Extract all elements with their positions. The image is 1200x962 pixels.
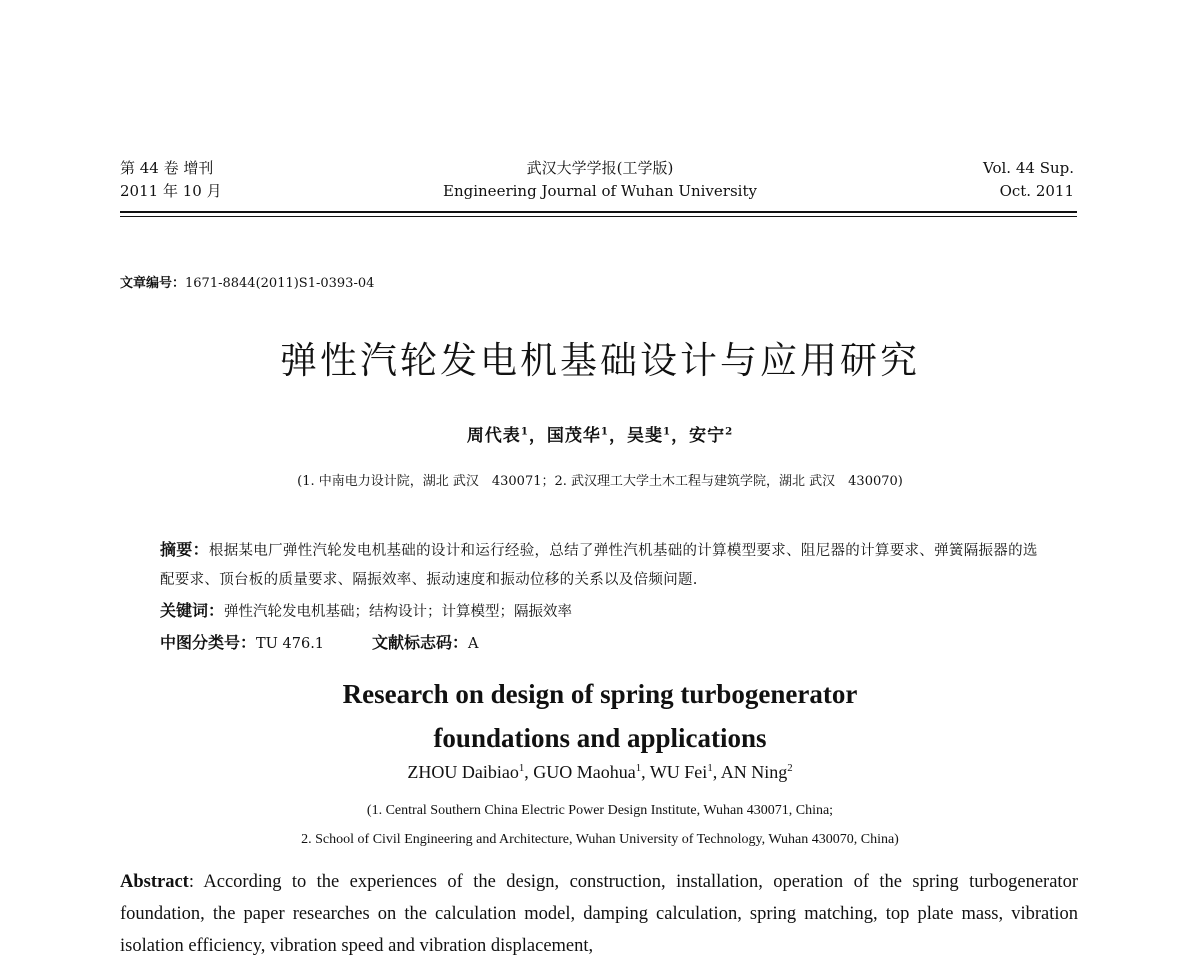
article-number-label: 文章编号：	[120, 276, 186, 291]
author-cn: 吴斐	[627, 426, 663, 446]
author-en: ZHOU Daibiao	[407, 762, 519, 782]
author-en-affiliation-mark: 1	[518, 762, 525, 774]
author-separator: ，	[671, 426, 690, 446]
author-en: GUO Maohua	[533, 762, 636, 782]
authors-cn	[0, 421, 1200, 446]
author-cn: 安宁	[689, 426, 726, 446]
abstract-en-text: According to the experiences of the design, construction, installation, operation of the spring turbogenerator foundation, the paper researches on the calculation model, damping calculation, spring matching, top plate mass, vibration isolation efficiency, vibration speed and vibration displacement,	[120, 872, 1078, 956]
author-en-affiliation-mark: 1	[635, 762, 642, 774]
author-cn-affiliation-mark: 2	[725, 425, 734, 438]
abstract-cn	[160, 535, 1040, 595]
author-separator: ，	[528, 426, 547, 446]
article-number	[120, 272, 374, 291]
affiliation-en-line2: 2. School of Civil Engineering and Architecture, Wuhan University of Technology, Wuhan 430070, China)	[301, 832, 899, 847]
journal-name-cn: 武汉大学学报(工学版)	[526, 159, 674, 177]
keywords-cn-text: 弹性汽轮发电机基础；结构设计；计算模型；隔振效率	[224, 604, 573, 620]
author-separator: ,	[712, 762, 721, 782]
author-en: AN Ning	[720, 762, 788, 782]
affiliation-cn: (1. 中南电力设计院，湖北 武汉 430071；2. 武汉理工大学土木工程与建筑学院，湖北 武汉 430070)	[297, 474, 903, 489]
author-separator: ,	[641, 762, 650, 782]
authors-en	[0, 762, 1200, 783]
author-separator: ,	[524, 762, 534, 782]
title-en-line1: Research on design of spring turbogenerator	[342, 679, 858, 709]
author-cn-affiliation-mark: 1	[663, 425, 672, 438]
author-en-affiliation-mark: 2	[787, 762, 793, 774]
author-cn-affiliation-mark: 1	[600, 425, 609, 438]
abstract-cn-label: 摘要：	[160, 540, 209, 559]
doc-code-value: A	[468, 636, 479, 652]
keywords-cn	[160, 598, 572, 621]
clc-label: 中图分类号：	[160, 633, 257, 652]
affiliation-en-line1: (1. Central Southern China Electric Power Design Institute, Wuhan 430071, China;	[366, 803, 834, 818]
title-en	[0, 672, 1200, 760]
classification	[160, 630, 479, 653]
author-cn-affiliation-mark: 1	[520, 425, 529, 438]
article-number-value: 1671-8844(2011)S1-0393-04	[185, 276, 375, 291]
title-cn: 弹性汽轮发电机基础设计与应用研究	[280, 339, 920, 382]
header-rule-thick	[120, 211, 1077, 213]
date-cn: 2011 年 10 月	[120, 182, 222, 200]
keywords-cn-label: 关键词：	[160, 601, 225, 620]
author-cn: 周代表	[466, 426, 521, 446]
author-cn: 国茂华	[546, 426, 601, 446]
author-separator: ，	[609, 426, 627, 446]
doc-code-label: 文献标志码：	[372, 633, 469, 652]
affiliation-en	[0, 796, 1200, 854]
journal-name-en: Engineering Journal of Wuhan University	[443, 182, 757, 200]
author-en: WU Fei	[649, 762, 708, 782]
abstract-en-label: Abstract	[120, 872, 189, 892]
volume-en: Vol. 44 Sup.	[983, 159, 1074, 177]
header-center	[400, 157, 800, 203]
abstract-cn-text: 根据某电厂弹性汽轮发电机基础的设计和运行经验，总结了弹性汽机基础的计算模型要求、阻尼器的计算要求、弹簧隔振器的选配要求、顶台板的质量要求、隔振效率、振动速度和振动位移的关系以及倍频问题.	[160, 543, 1038, 588]
abstract-en	[120, 866, 1078, 962]
clc-value: TU 476.1	[256, 636, 325, 652]
header-left	[120, 157, 222, 203]
abstract-en-colon: :	[188, 872, 204, 892]
title-en-line2: foundations and applications	[433, 723, 767, 753]
author-en-affiliation-mark: 1	[707, 762, 713, 774]
date-en: Oct. 2011	[999, 182, 1074, 200]
header-right	[983, 157, 1074, 203]
volume-cn: 第 44 卷 增刊	[120, 159, 214, 177]
header-rule-thin	[120, 216, 1077, 217]
